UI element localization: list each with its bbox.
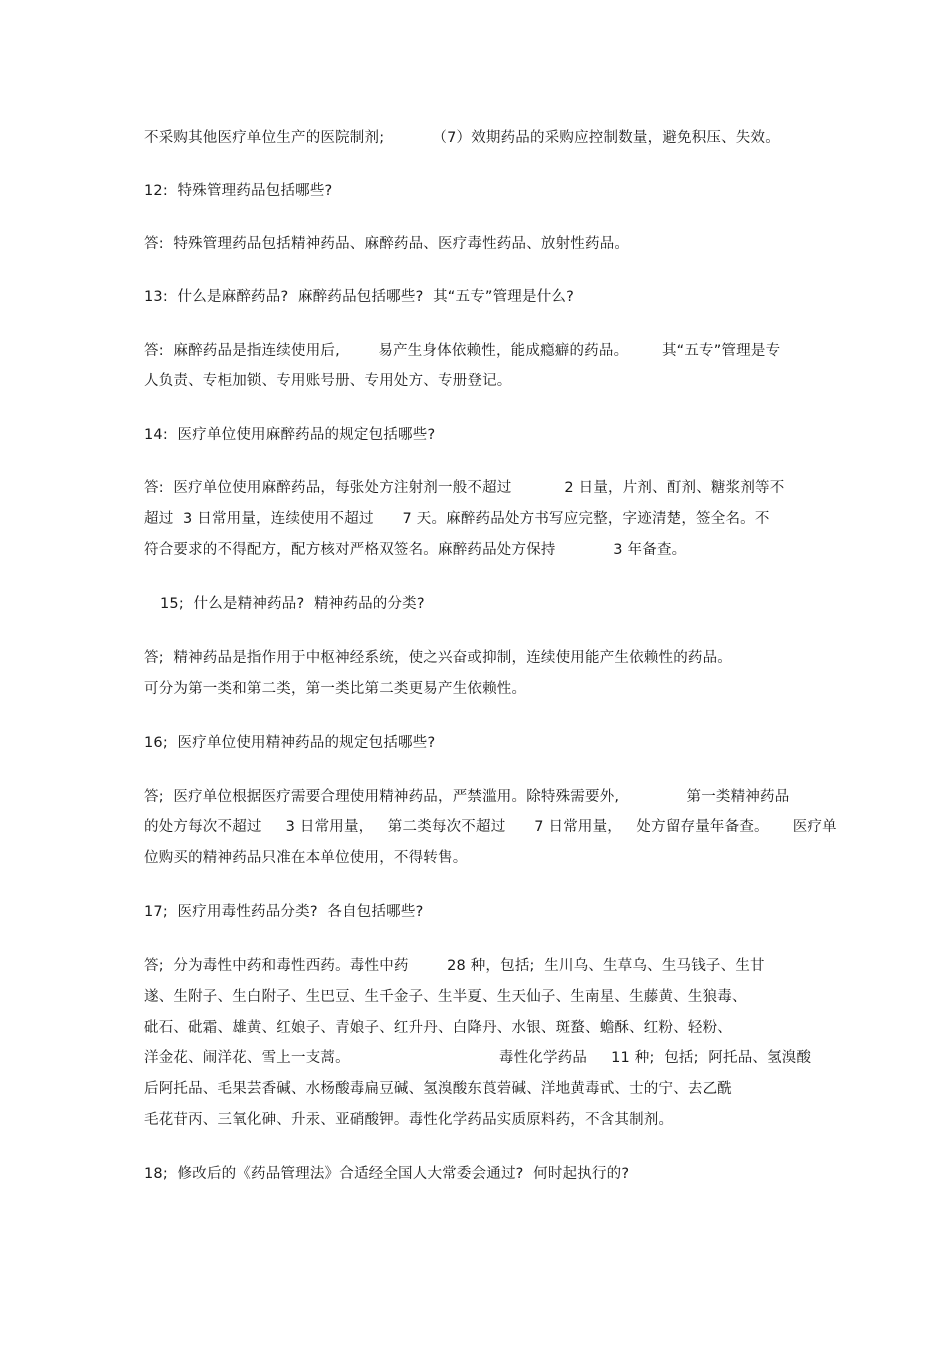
question-heading: 13: 什么是麻醉药品? 麻醉药品包括哪些? 其“五专”管理是什么?	[144, 289, 575, 305]
answer-line: 答; 医疗单位根据医疗需要合理使用精神药品，严禁滥用。除特殊需要外, 第一类精神药品	[144, 789, 790, 805]
answer-line: 答: 医疗单位使用麻醉药品，每张处方注射剂一般不超过 2 日量，片剂、酊剂、糖浆剂等不	[144, 480, 785, 496]
question-heading: 15; 什么是精神药品? 精神药品的分类?	[160, 596, 425, 612]
answer-line: 后阿托品、毛果芸香碱、水杨酸毒扁豆碱、氢溴酸东莨菪碱、洋地黄毒甙、士的宁、去乙酰	[144, 1081, 732, 1097]
answer-line: 答; 精神药品是指作用于中枢神经系统，使之兴奋或抑制，连续使用能产生依赖性的药品。	[144, 650, 732, 666]
answer-line: 符合要求的不得配方，配方核对严格双签名。麻醉药品处方保持 3 年备查。	[144, 542, 687, 558]
answer-line: 答: 麻醉药品是指连续使用后, 易产生身体依赖性，能成瘾癖的药品。 其“五专”管理是专	[144, 343, 781, 359]
answer-line: 位购买的精神药品只准在本单位使用，不得转售。	[144, 850, 468, 866]
answer-line: 毛花苷丙、三氧化砷、升汞、亚硝酸钾。毒性化学药品实质原料药，不含其制剂。	[144, 1112, 674, 1128]
question-heading: 18; 修改后的《药品管理法》合适经全国人大常委会通过? 何时起执行的?	[144, 1166, 630, 1182]
question-heading: 12: 特殊管理药品包括哪些?	[144, 183, 333, 199]
question-heading: 17; 医疗用毒性药品分类? 各自包括哪些?	[144, 904, 424, 920]
question-heading: 14: 医疗单位使用麻醉药品的规定包括哪些?	[144, 427, 436, 443]
answer-line: 遂、生附子、生白附子、生巴豆、生千金子、生半夏、生天仙子、生南星、生藤黄、生狼毒、	[144, 989, 747, 1005]
answer-line: 超过 3 日常用量，连续使用不超过 7 天。麻醉药品处方书写应完整，字迹清楚，签全名。不	[144, 511, 770, 527]
answer-line: 的处方每次不超过 3 日常用量， 第二类每次不超过 7 日常用量， 处方留存量年备查。 医疗单	[144, 819, 837, 835]
answer-line: 答: 特殊管理药品包括精神药品、麻醉药品、医疗毒性药品、放射性药品。	[144, 236, 630, 252]
answer-line: 砒石、砒霜、雄黄、红娘子、青娘子、红升丹、白降丹、水银、斑蝥、蟾酥、红粉、轻粉、	[144, 1020, 732, 1036]
question-heading: 16; 医疗单位使用精神药品的规定包括哪些?	[144, 735, 436, 751]
answer-line: 可分为第一类和第二类，第一类比第二类更易产生依赖性。	[144, 681, 527, 697]
answer-line: 人负责、专柜加锁、专用账号册、专用处方、专册登记。	[144, 373, 512, 389]
answer-line: 洋金花、闹洋花、雪上一支蒿。 毒性化学药品 11 种; 包括; 阿托品、氢溴酸	[144, 1050, 812, 1066]
answer-line: 答; 分为毒性中药和毒性西药。毒性中药 28 种，包括; 生川乌、生草乌、生马钱子、生甘	[144, 958, 765, 974]
text-line: 不采购其他医疗单位生产的医院制剂; （7）效期药品的采购应控制数量，避免积压、失效。	[144, 130, 780, 146]
